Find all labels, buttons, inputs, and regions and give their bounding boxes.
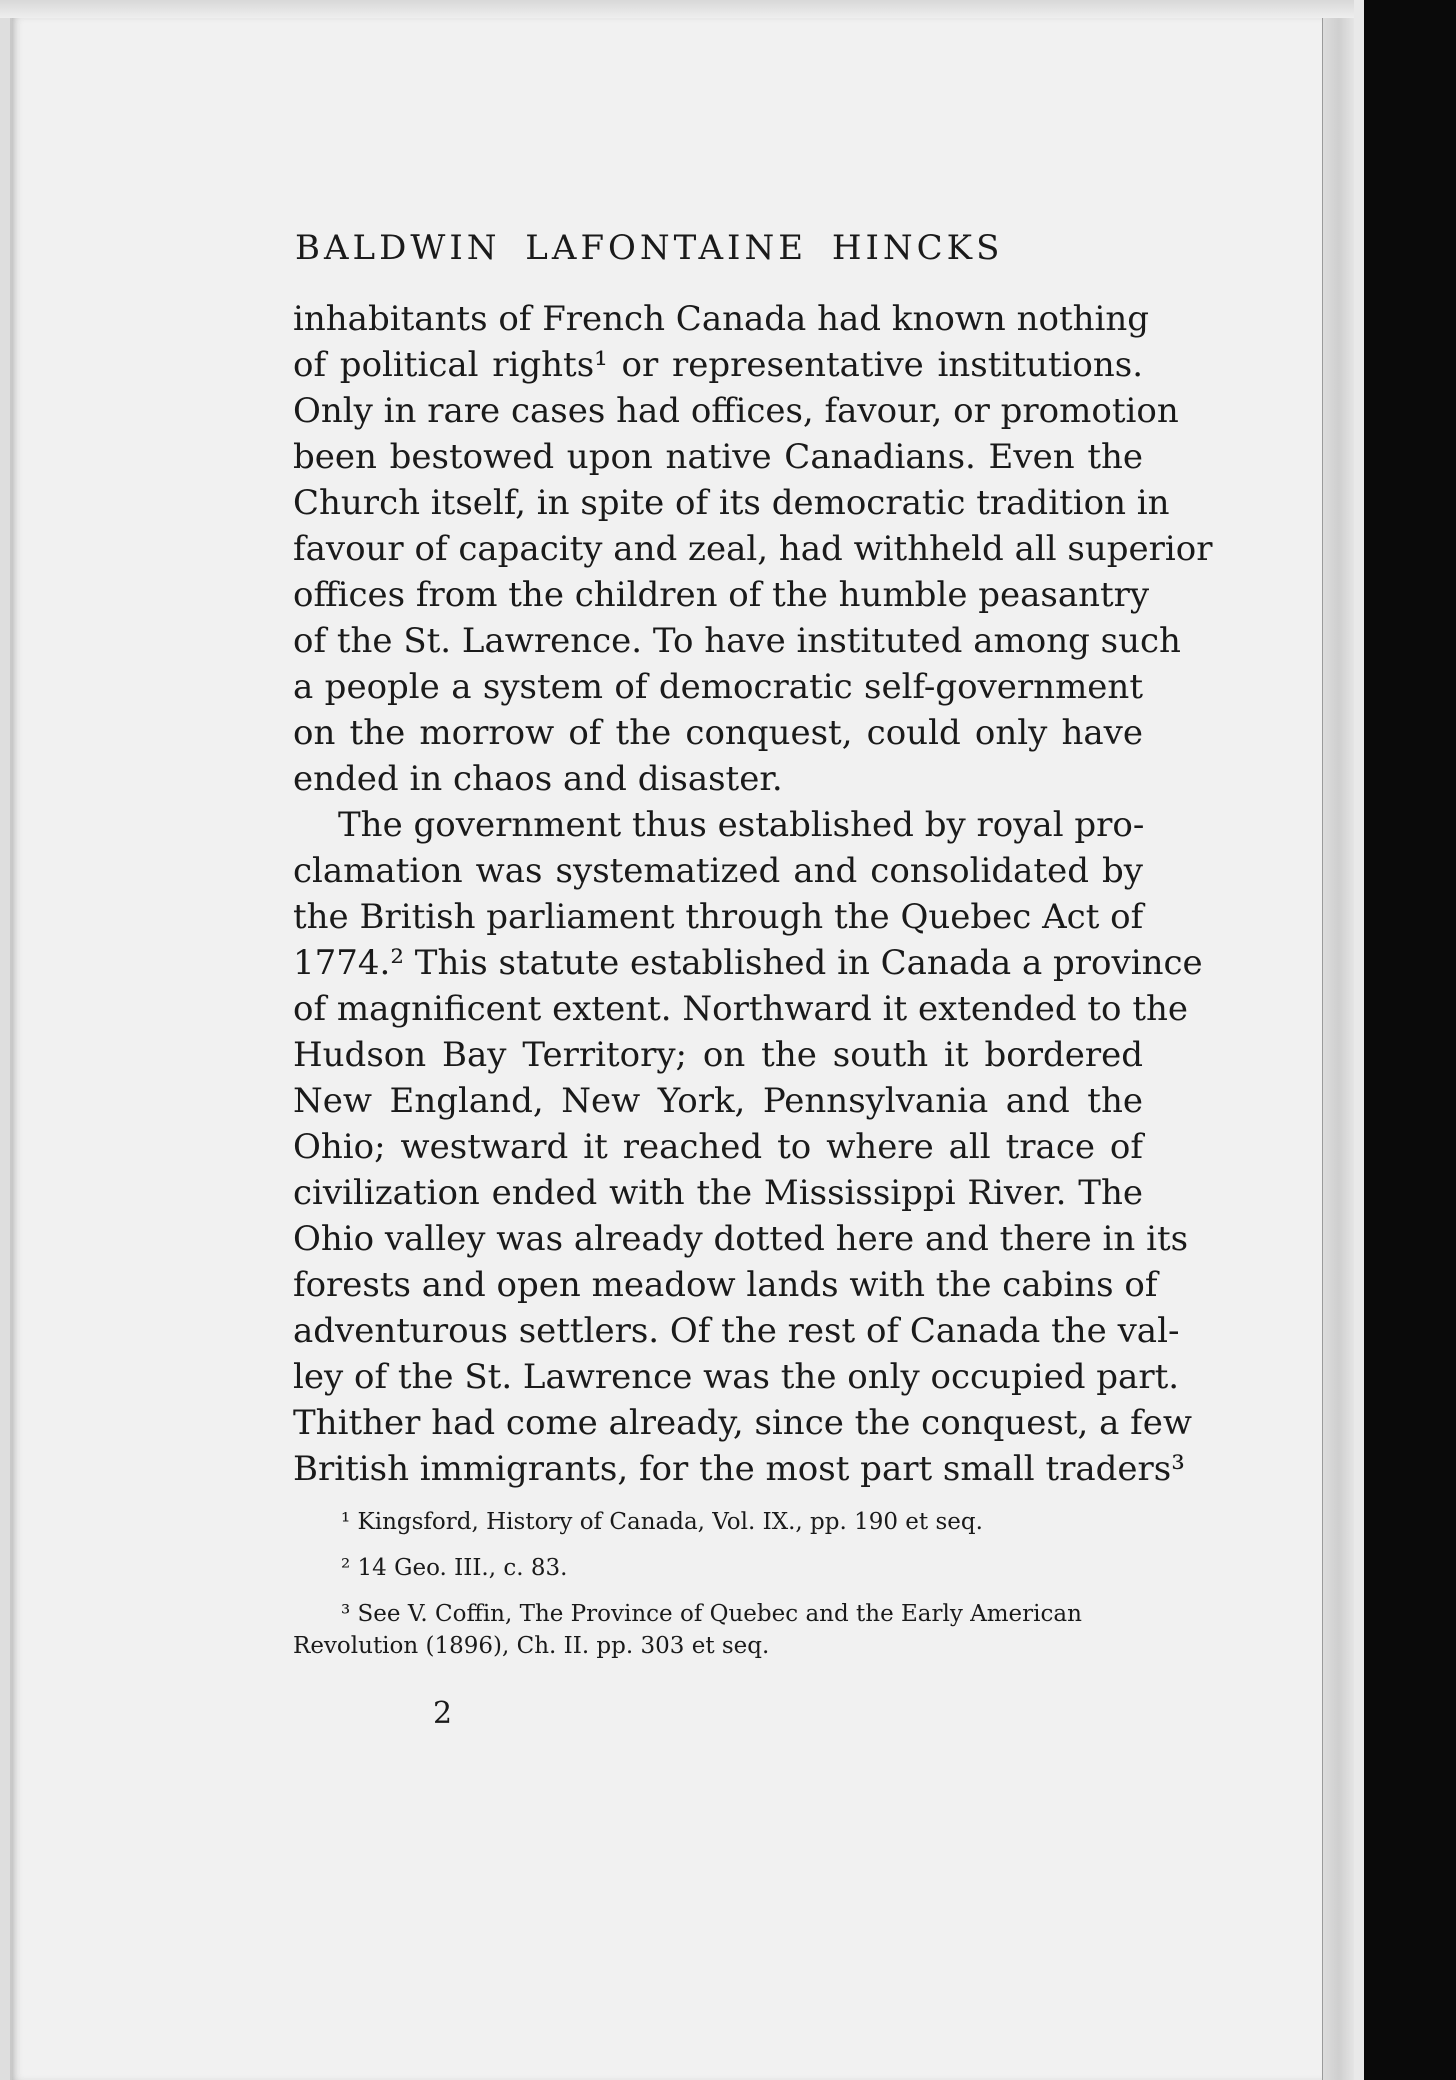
page-left-edge (0, 18, 10, 2080)
text-line: inhabitants of French Canada had known nothing (293, 299, 1150, 339)
page-number: 2 (433, 1696, 453, 1731)
text-line: British immigrants, for the most part small traders³ (293, 1449, 1185, 1489)
text-line: New England, New York, Pennsylvania and the (293, 1081, 1143, 1121)
page-stack-edge (1322, 18, 1355, 2080)
text-line: clamation was systematized and consolidated by (293, 851, 1143, 891)
text-line: favour of capacity and zeal, had withheld all superior (293, 529, 1213, 569)
running-head: BALDWIN LAFONTAINE HINCKS (295, 228, 1004, 268)
text-line: Ohio valley was already dotted here and there in its (293, 1219, 1189, 1259)
footnotes (293, 1506, 1163, 1662)
text-line: adventurous settlers. Of the rest of Canada the val- (293, 1311, 1180, 1351)
text-line: The government thus established by royal pro- (338, 805, 1145, 845)
text-line: been bestowed upon native Canadians. Even the (293, 437, 1143, 477)
text-line: Church itself, in spite of its democratic tradition in (293, 483, 1170, 523)
scan-background (1364, 0, 1456, 2080)
text-line: a people a system of democratic self-government (293, 667, 1143, 707)
text-line: of the St. Lawrence. To have instituted among such (293, 621, 1181, 661)
text-line: forests and open meadow lands with the cabins of (293, 1265, 1158, 1305)
text-line: of magnificent extent. Northward it extended to the (293, 989, 1189, 1029)
text-line: civilization ended with the Mississippi River. The (293, 1173, 1143, 1213)
text-line: Ohio; westward it reached to where all trace of (293, 1127, 1143, 1167)
footnote-3: ³ See V. Coffin, The Province of Quebec and the Early American (341, 1601, 1082, 1627)
text-line: 1774.² This statute established in Canada a province (293, 943, 1203, 983)
footnote-3-continuation: Revolution (1896), Ch. II. pp. 303 et seq. (293, 1633, 770, 1659)
text-line: offices from the children of the humble peasantry (293, 575, 1150, 615)
text-line: the British parliament through the Quebec Act of (293, 897, 1144, 937)
text-line: Thither had come already, since the conquest, a few (293, 1403, 1192, 1443)
text-line: ley of the St. Lawrence was the only occupied part. (293, 1357, 1180, 1397)
page-top-edge (0, 0, 1354, 18)
text-line: Only in rare cases had offices, favour, or promotion (293, 391, 1179, 431)
text-line: ended in chaos and disaster. (293, 759, 783, 799)
footnote-2: ² 14 Geo. III., c. 83. (341, 1555, 568, 1581)
text-line: on the morrow of the conquest, could only have (293, 713, 1143, 753)
text-line: Hudson Bay Territory; on the south it bordered (293, 1035, 1143, 1075)
page-stack-edge-outer (1354, 0, 1364, 2080)
text-line: of political rights¹ or representative institutions. (293, 345, 1143, 385)
body-text (293, 296, 1213, 1492)
footnote-1: ¹ Kingsford, History of Canada, Vol. IX., pp. 190 et seq. (341, 1509, 983, 1535)
